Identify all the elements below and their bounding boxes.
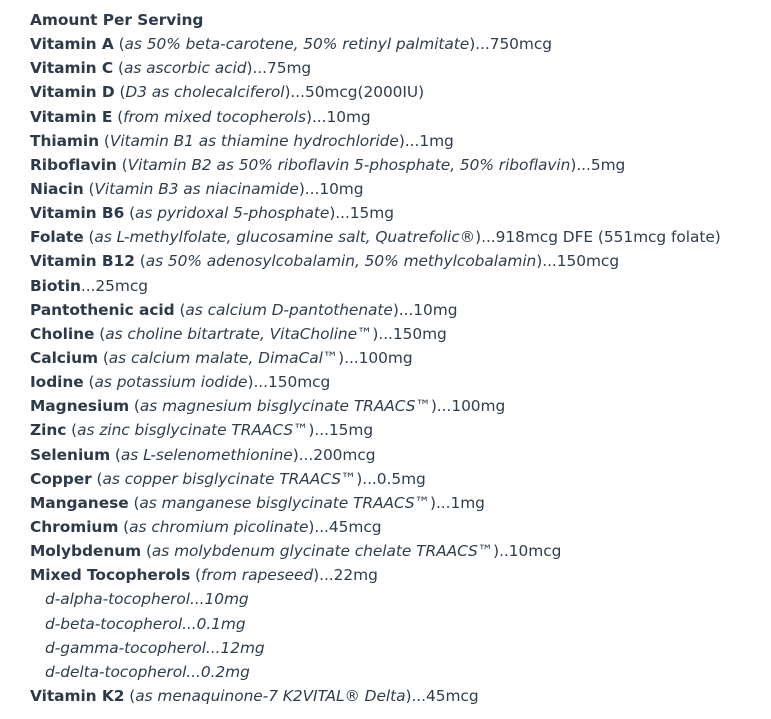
nutrient-row [30, 274, 771, 298]
nutrient-amount: ...100mg [344, 348, 413, 367]
nutrient-source: Vitamin B2 as 50% riboflavin 5-phosphate, 50% riboflavin [127, 155, 571, 174]
nutrient-name: Folate [30, 228, 84, 247]
nutrient-row: Niacin (Vitamin B3 as niacinamide)...10mg [30, 179, 364, 198]
nutrient-name: Pantothenic acid [30, 300, 175, 319]
nutrient-source: as magnesium bisglycinate TRAACS™ [139, 397, 431, 416]
tocopherol-sublist [30, 587, 771, 684]
nutrient-name: Chromium [30, 517, 119, 536]
nutrient-source: Vitamin B3 as niacinamide [94, 179, 299, 198]
nutrient-name: Iodine [30, 373, 84, 392]
nutrient-amount: ...25mcg [80, 276, 148, 295]
amount-per-serving-heading: Amount Per Serving [30, 11, 204, 29]
nutrient-source: as L-selenomethionine [120, 445, 293, 464]
nutrient-source: as ascorbic acid [123, 59, 247, 78]
nutrient-name: Calcium [30, 348, 98, 367]
nutrient-amount: ...15mg [314, 421, 374, 440]
nutrient-name: Niacin [30, 179, 84, 198]
nutrient-row: Molybdenum (as molybdenum glycinate chelate TRAACS™)..10mcg [30, 542, 562, 561]
nutrient-amount: ...50mcg(2000IU) [290, 83, 425, 102]
nutrient-row: Iodine (as potassium iodide)...150mcg [30, 373, 331, 392]
nutrient-amount: ...150mcg [542, 252, 620, 271]
nutrient-source: as copper bisglycinate TRAACS™ [102, 469, 357, 488]
tocopherol-item: d-beta-tocopherol...0.1mg [45, 614, 246, 633]
nutrient-name: Mixed Tocopherols [30, 566, 191, 585]
tocopherol-item: d-delta-tocopherol...0.2mg [45, 662, 250, 681]
nutrient-amount: ...22mg [319, 566, 378, 585]
nutrient-row: Thiamin (Vitamin B1 as thiamine hydrochloride)...1mg [30, 131, 454, 150]
nutrient-row: Vitamin E (from mixed tocopherols)...10mg [30, 107, 371, 126]
nutrient-name: Vitamin K2 [30, 686, 125, 705]
nutrient-amount: ...100mg [436, 397, 506, 416]
tocopherol-item: d-alpha-tocopherol...10mg [45, 590, 249, 609]
nutrient-row: Magnesium (as magnesium bisglycinate TRAACS™)...100mg [30, 397, 506, 416]
nutrient-source: from rapeseed [201, 566, 314, 585]
nutrient-name: Riboflavin [30, 155, 117, 174]
nutrient-amount: ...75mg [252, 59, 312, 78]
nutrient-name: Choline [30, 324, 95, 343]
nutrient-source: as menaquinone-7 K2VITAL® Delta [135, 686, 406, 705]
nutrient-list [30, 32, 771, 587]
nutrient-source: as molybdenum glycinate chelate TRAACS™ [151, 542, 494, 561]
nutrient-amount: ...150mg [378, 324, 447, 343]
nutrient-name: Biotin [30, 276, 81, 295]
nutrient-row: Pantothenic acid (as calcium D-pantothenate)...10mg [30, 300, 458, 319]
nutrient-amount: ...1mg [435, 493, 485, 512]
nutrient-amount: ...0.5mg [362, 469, 426, 488]
nutrient-name: Zinc [30, 421, 67, 440]
nutrient-source: as choline bitartrate, VitaCholine™ [105, 324, 373, 343]
nutrient-row: Vitamin B12 (as 50% adenosylcobalamin, 50% methylcobalamin)...150mcg [30, 252, 620, 271]
nutrient-name: Thiamin [30, 131, 100, 150]
nutrient-row: Mixed Tocopherols (from rapeseed)...22mg [30, 566, 378, 585]
nutrient-amount: ...10mg [398, 300, 458, 319]
nutrient-source: as 50% adenosylcobalamin, 50% methylcobalamin [145, 252, 537, 271]
nutrient-name: Vitamin C [30, 59, 114, 78]
nutrient-amount: ..10mcg [499, 542, 562, 561]
nutrient-row: Zinc (as zinc bisglycinate TRAACS™)...15mg [30, 421, 374, 440]
nutrient-row: Calcium (as calcium malate, DimaCal™)...100mg [30, 348, 413, 367]
nutrient-name: Molybdenum [30, 542, 142, 561]
nutrient-source: Vitamin B1 as thiamine hydrochloride [109, 131, 399, 150]
nutrient-amount: ...45mcg [314, 517, 382, 536]
nutrient-name: Vitamin B12 [30, 252, 135, 271]
nutrient-row: Vitamin B6 (as pyridoxal 5-phosphate)...15mg [30, 204, 394, 223]
nutrient-name: Copper [30, 469, 92, 488]
nutrient-source: as chromium picolinate [129, 517, 309, 536]
nutrient-amount: ...1mg [404, 131, 454, 150]
nutrient-source: as calcium malate, DimaCal™ [108, 348, 339, 367]
nutrient-amount: ...5mg [576, 155, 626, 174]
nutrient-name: Selenium [30, 445, 111, 464]
nutrient-amount: ...10mg [304, 179, 364, 198]
nutrient-source: as pyridoxal 5-phosphate [135, 204, 330, 223]
nutrient-amount: ...15mg [335, 204, 394, 223]
nutrient-source: from mixed tocopherols [123, 107, 306, 126]
nutrient-name: Vitamin B6 [30, 204, 125, 223]
nutrient-source: as L-methylfolate, glucosamine salt, Quatrefolic® [94, 228, 476, 247]
nutrient-name: Manganese [30, 493, 129, 512]
nutrient-source: as 50% beta-carotene, 50% retinyl palmitate [124, 35, 470, 54]
nutrient-row: Choline (as choline bitartrate, VitaCholine™)...150mg [30, 324, 447, 343]
nutrient-row: Selenium (as L-selenomethionine)...200mcg [30, 445, 376, 464]
nutrient-name: Vitamin A [30, 35, 114, 54]
nutrient-row: Vitamin A (as 50% beta-carotene, 50% retinyl palmitate)...750mcg [30, 35, 552, 54]
nutrient-amount: ...10mg [311, 107, 371, 126]
tocopherol-item: d-gamma-tocopherol...12mg [45, 638, 265, 657]
nutrient-source: as manganese bisglycinate TRAACS™ [139, 493, 430, 512]
nutrient-amount: ...45mcg [411, 686, 479, 705]
nutrient-amount: ...150mcg [253, 373, 331, 392]
nutrient-row: Vitamin C (as ascorbic acid)...75mg [30, 59, 312, 78]
nutrient-name: Vitamin D [30, 83, 115, 102]
nutrient-amount: ...200mcg [298, 445, 376, 464]
nutrient-source: as calcium D-pantothenate [185, 300, 393, 319]
nutrient-name: Magnesium [30, 397, 130, 416]
nutrient-source: as zinc bisglycinate TRAACS™ [77, 421, 309, 440]
nutrient-row-vitamin-k2: Vitamin K2 (as menaquinone-7 K2VITAL® Delta)...45mcg [30, 686, 479, 705]
nutrient-source: D3 as cholecalciferol [125, 83, 285, 102]
nutrient-row: Vitamin D (D3 as cholecalciferol)...50mcg(2000IU) [30, 83, 425, 102]
nutrient-row: Folate (as L-methylfolate, glucosamine salt, Quatrefolic®)...918mcg DFE (551mcg folate) [30, 228, 721, 247]
nutrient-row: Copper (as copper bisglycinate TRAACS™)...0.5mg [30, 469, 426, 488]
nutrient-name: Vitamin E [30, 107, 113, 126]
nutrient-row: Manganese (as manganese bisglycinate TRAACS™)...1mg [30, 493, 485, 512]
nutrient-row: Chromium (as chromium picolinate)...45mcg [30, 517, 382, 536]
nutrient-amount: ...750mcg [475, 35, 552, 54]
nutrient-amount: ...918mcg DFE (551mcg folate) [481, 228, 721, 247]
nutrient-row: Riboflavin (Vitamin B2 as 50% riboflavin 5-phosphate, 50% riboflavin)...5mg [30, 155, 626, 174]
nutrient-source: as potassium iodide [94, 373, 248, 392]
